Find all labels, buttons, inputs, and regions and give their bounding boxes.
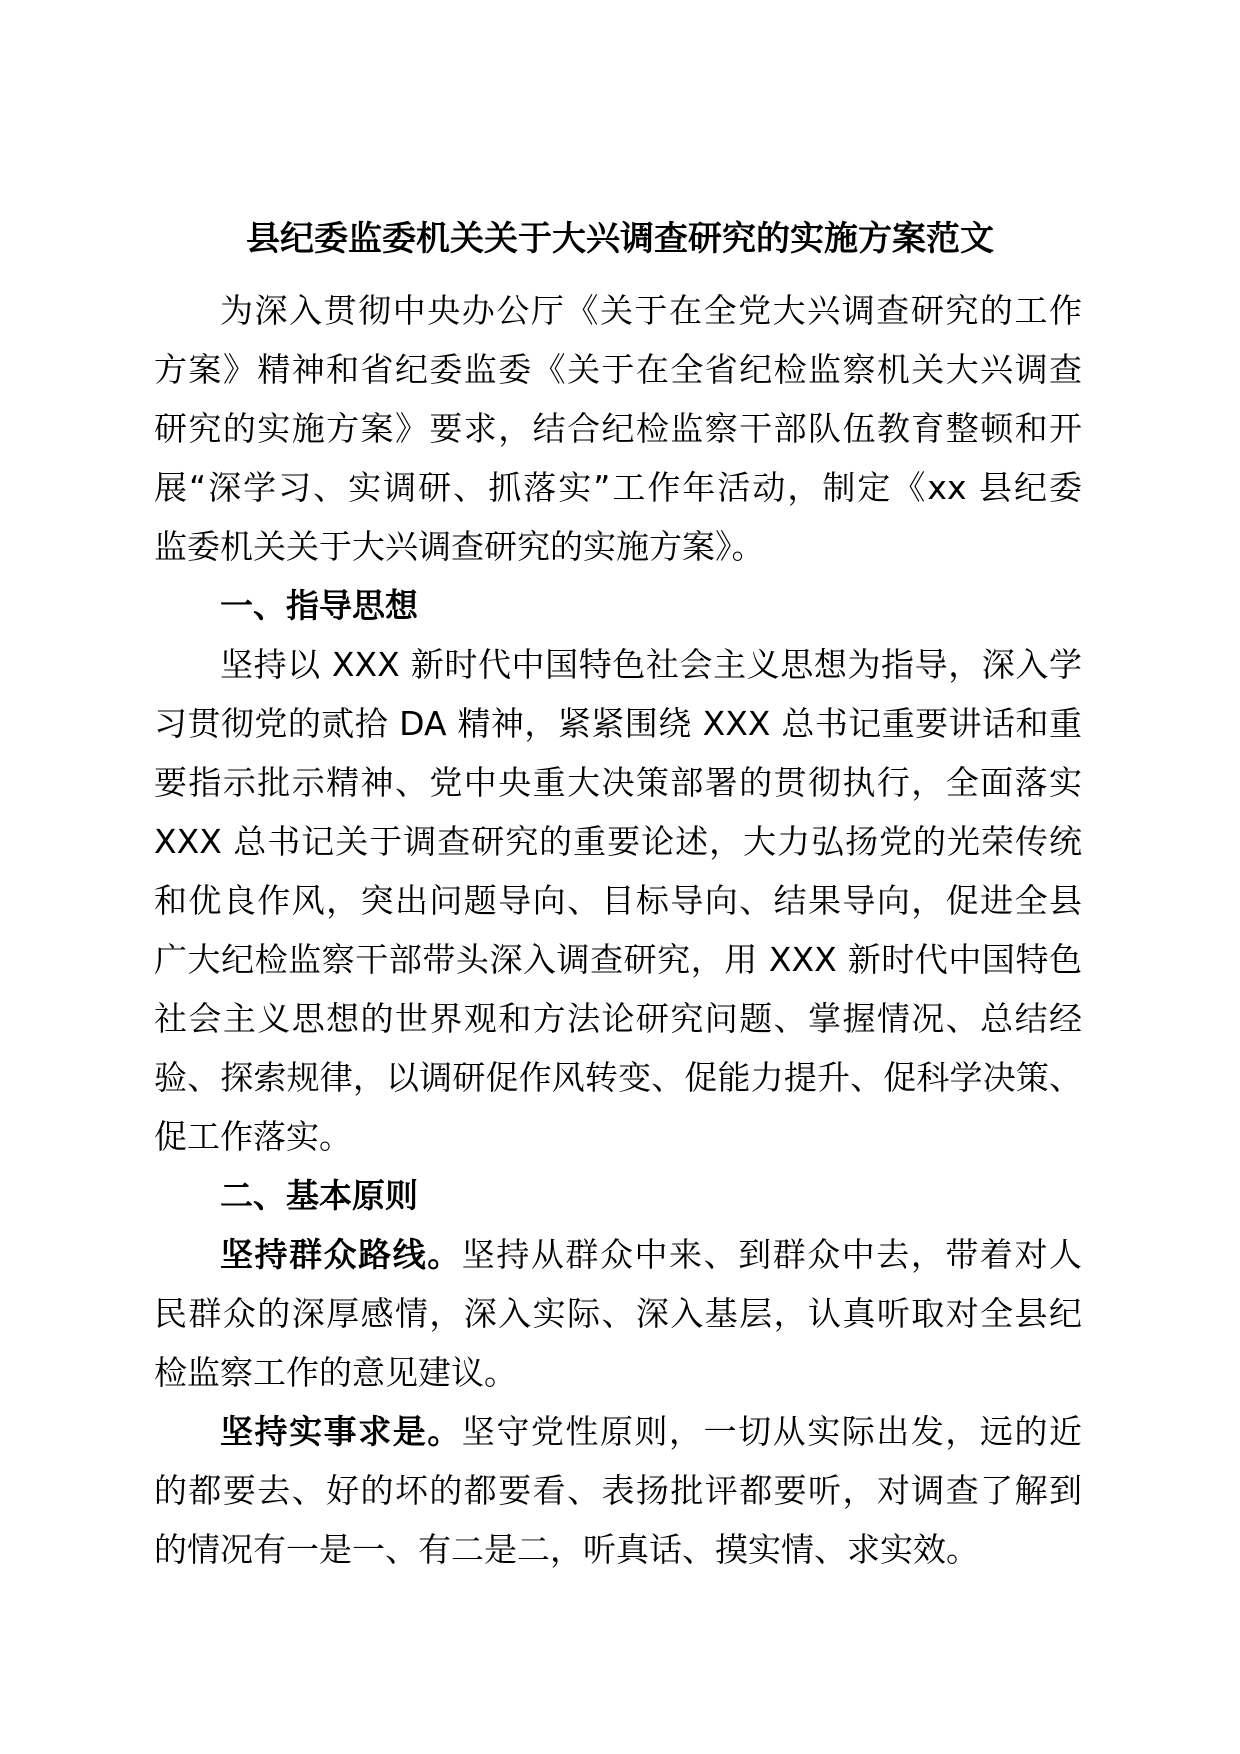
body-line: 为深入贯彻中央办公厅《关于在全党大兴调查研究的工作 (220, 291, 1082, 330)
body-line: 要指示批示精神、党中央重大决策部署的贯彻执行，全面落实 (154, 763, 1082, 802)
body-line: XXX 总书记关于调查研究的重要论述，大力弘扬党的光荣传统 (154, 822, 1082, 861)
body-line: 民群众的深厚感情，深入实际、深入基层，认真听取对全县纪 (154, 1294, 1082, 1333)
body-line: 监委机关关于大兴调查研究的实施方案》。 (154, 527, 765, 566)
body-line: 促工作落实。 (154, 1117, 352, 1156)
principle-first-line (154, 1402, 1082, 1461)
body-line-text: 坚持从群众中来、到群众中去，带着对人 (461, 1235, 1083, 1274)
body-line-text: 坚守党性原则，一切从实际出发，远的近 (461, 1412, 1083, 1451)
body-line: 方案》精神和省纪委监委《关于在全省纪检监察机关大兴调查 (154, 350, 1082, 389)
document-body (154, 281, 1082, 1579)
section-heading: 二、基本原则 (220, 1176, 418, 1215)
body-line: 展“深学习、实调研、抓落实”工作年活动，制定《xx 县纪委 (154, 468, 1082, 507)
principle-first-line (154, 1225, 1082, 1284)
body-line: 习贯彻党的贰拾 DA 精神，紧紧围绕 XXX 总书记重要讲话和重 (154, 704, 1082, 743)
body-line: 研究的实施方案》要求，结合纪检监察干部队伍教育整顿和开 (154, 409, 1082, 448)
body-line: 广大纪检监察干部带头深入调查研究，用 XXX 新时代中国特色 (154, 940, 1082, 979)
principle-lead: 坚持实事求是。 (220, 1412, 462, 1451)
body-line: 的都要去、好的坏的都要看、表扬批评都要听，对调查了解到 (154, 1471, 1082, 1510)
body-line: 社会主义思想的世界观和方法论研究问题、掌握情况、总结经 (154, 999, 1082, 1038)
body-line: 和优良作风，突出问题导向、目标导向、结果导向，促进全县 (154, 881, 1082, 920)
body-line: 检监察工作的意见建议。 (154, 1353, 517, 1392)
body-line: 验、探索规律，以调研促作风转变、促能力提升、促科学决策、 (154, 1058, 1082, 1097)
principle-lead: 坚持群众路线。 (220, 1235, 462, 1274)
document-title: 县纪委监委机关关于大兴调查研究的实施方案范文 (246, 219, 994, 259)
body-line: 坚持以 XXX 新时代中国特色社会主义思想为指导，深入学 (220, 645, 1082, 684)
body-line: 的情况有一是一、有二是二，听真话、摸实情、求实效。 (154, 1530, 979, 1569)
section-heading: 一、指导思想 (220, 586, 418, 625)
